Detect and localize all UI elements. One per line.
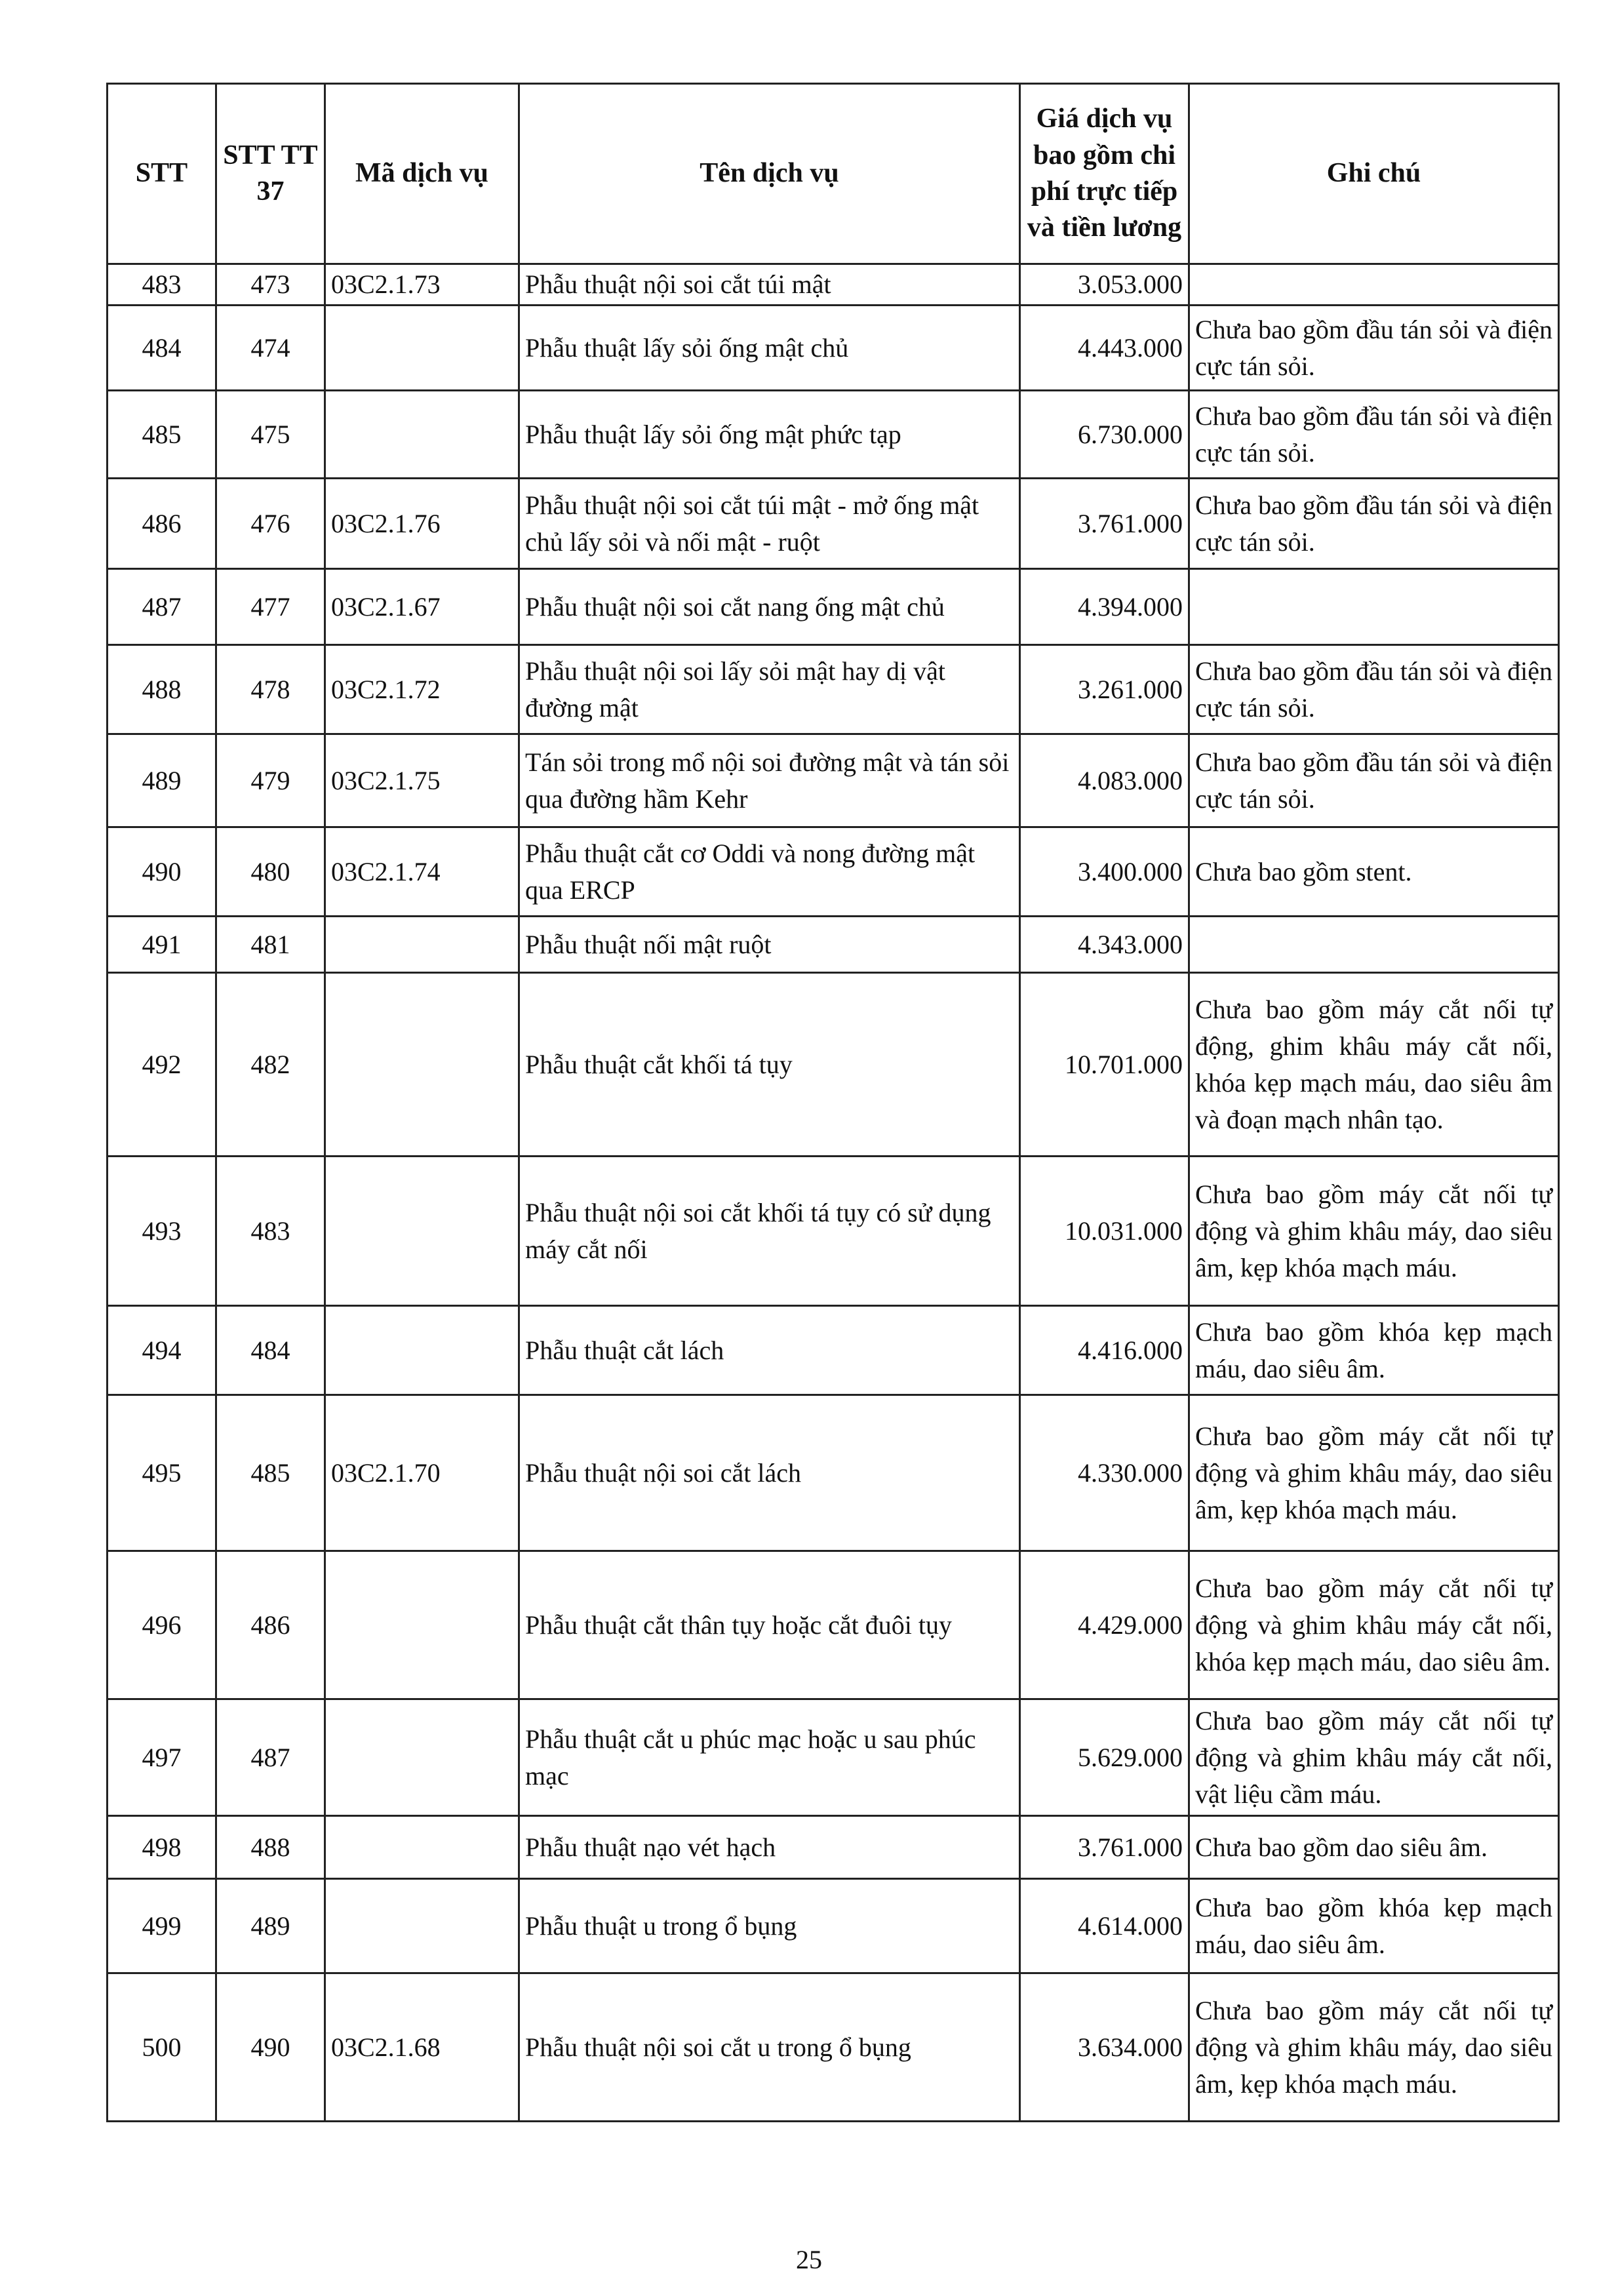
cell-code <box>325 1879 519 1973</box>
cell-note: Chưa bao gồm máy cắt nối tự động và ghim khâu máy cắt nối, khóa kẹp mạch máu, dao siêu âm. <box>1189 1551 1559 1699</box>
cell-stt: 498 <box>108 1816 216 1879</box>
cell-stt: 493 <box>108 1157 216 1306</box>
cell-price: 3.761.000 <box>1020 479 1189 569</box>
cell-code <box>325 1551 519 1699</box>
cell-stt37: 487 <box>216 1699 325 1816</box>
cell-name: Phẫu thuật cắt cơ Oddi và nong đường mật qua ERCP <box>519 827 1020 917</box>
header-stt: STT <box>108 84 216 264</box>
cell-price: 3.053.000 <box>1020 264 1189 306</box>
table-row <box>108 917 1559 973</box>
cell-code <box>325 306 519 391</box>
cell-price: 4.416.000 <box>1020 1306 1189 1395</box>
header-service-name: Tên dịch vụ <box>519 84 1020 264</box>
cell-stt: 489 <box>108 734 216 827</box>
cell-code <box>325 917 519 973</box>
cell-stt37: 477 <box>216 569 325 645</box>
cell-price: 6.730.000 <box>1020 391 1189 479</box>
table-row <box>108 1816 1559 1879</box>
cell-stt: 490 <box>108 827 216 917</box>
cell-note: Chưa bao gồm máy cắt nối tự động, ghim khâu máy cắt nối, khóa kẹp mạch máu, dao siêu âm và đoạn mạch nhân tạo. <box>1189 973 1559 1157</box>
header-service-code: Mã dịch vụ <box>325 84 519 264</box>
cell-name: Phẫu thuật cắt thân tụy hoặc cắt đuôi tụy <box>519 1551 1020 1699</box>
cell-price: 4.394.000 <box>1020 569 1189 645</box>
cell-stt37: 490 <box>216 1973 325 2122</box>
cell-note: Chưa bao gồm máy cắt nối tự động và ghim khâu máy, dao siêu âm, kẹp khóa mạch máu. <box>1189 1973 1559 2122</box>
table-row <box>108 1306 1559 1395</box>
table-header-row <box>108 84 1559 264</box>
table-row <box>108 569 1559 645</box>
table-row <box>108 1157 1559 1306</box>
cell-price: 4.429.000 <box>1020 1551 1189 1699</box>
cell-name: Phẫu thuật cắt lách <box>519 1306 1020 1395</box>
cell-name: Phẫu thuật nội soi cắt lách <box>519 1395 1020 1551</box>
cell-code: 03C2.1.72 <box>325 645 519 734</box>
cell-code: 03C2.1.74 <box>325 827 519 917</box>
cell-stt: 486 <box>108 479 216 569</box>
cell-name: Phẫu thuật nội soi cắt u trong ổ bụng <box>519 1973 1020 2122</box>
cell-stt37: 483 <box>216 1157 325 1306</box>
cell-name: Phẫu thuật nội soi cắt nang ống mật chủ <box>519 569 1020 645</box>
cell-stt: 487 <box>108 569 216 645</box>
cell-stt37: 476 <box>216 479 325 569</box>
cell-name: Phẫu thuật nội soi cắt túi mật <box>519 264 1020 306</box>
cell-stt37: 488 <box>216 1816 325 1879</box>
price-table <box>106 83 1560 2122</box>
table-row <box>108 973 1559 1157</box>
cell-code <box>325 1699 519 1816</box>
table-row <box>108 645 1559 734</box>
header-notes: Ghi chú <box>1189 84 1559 264</box>
cell-note <box>1189 569 1559 645</box>
cell-code <box>325 391 519 479</box>
cell-name: Phẫu thuật nội soi lấy sỏi mật hay dị vật đường mật <box>519 645 1020 734</box>
cell-name: Phẫu thuật nội soi cắt túi mật - mở ống mật chủ lấy sỏi và nối mật - ruột <box>519 479 1020 569</box>
table-row <box>108 1395 1559 1551</box>
page-number: 25 <box>796 2245 822 2274</box>
header-stt-tt37: STT TT 37 <box>216 84 325 264</box>
cell-stt37: 484 <box>216 1306 325 1395</box>
table-row <box>108 734 1559 827</box>
cell-stt37: 486 <box>216 1551 325 1699</box>
cell-note: Chưa bao gồm đầu tán sỏi và điện cực tán sỏi. <box>1189 306 1559 391</box>
cell-note: Chưa bao gồm đầu tán sỏi và điện cực tán sỏi. <box>1189 391 1559 479</box>
table-row <box>108 306 1559 391</box>
cell-price: 4.443.000 <box>1020 306 1189 391</box>
cell-code <box>325 973 519 1157</box>
cell-code <box>325 1816 519 1879</box>
cell-note: Chưa bao gồm máy cắt nối tự động và ghim khâu máy cắt nối, vật liệu cầm máu. <box>1189 1699 1559 1816</box>
cell-note: Chưa bao gồm đầu tán sỏi và điện cực tán sỏi. <box>1189 479 1559 569</box>
table-row <box>108 391 1559 479</box>
cell-code: 03C2.1.70 <box>325 1395 519 1551</box>
cell-note: Chưa bao gồm khóa kẹp mạch máu, dao siêu âm. <box>1189 1879 1559 1973</box>
cell-price: 3.634.000 <box>1020 1973 1189 2122</box>
cell-stt37: 480 <box>216 827 325 917</box>
cell-stt37: 485 <box>216 1395 325 1551</box>
cell-note: Chưa bao gồm máy cắt nối tự động và ghim khâu máy, dao siêu âm, kẹp khóa mạch máu. <box>1189 1395 1559 1551</box>
cell-stt: 492 <box>108 973 216 1157</box>
cell-note <box>1189 917 1559 973</box>
cell-stt: 484 <box>108 306 216 391</box>
cell-code <box>325 1157 519 1306</box>
cell-stt: 494 <box>108 1306 216 1395</box>
cell-code: 03C2.1.76 <box>325 479 519 569</box>
table-row <box>108 827 1559 917</box>
cell-name: Phẫu thuật nối mật ruột <box>519 917 1020 973</box>
cell-name: Phẫu thuật lấy sỏi ống mật chủ <box>519 306 1020 391</box>
cell-stt: 491 <box>108 917 216 973</box>
cell-name: Phẫu thuật cắt khối tá tụy <box>519 973 1020 1157</box>
cell-note: Chưa bao gồm dao siêu âm. <box>1189 1816 1559 1879</box>
cell-price: 3.261.000 <box>1020 645 1189 734</box>
cell-name: Phẫu thuật lấy sỏi ống mật phức tạp <box>519 391 1020 479</box>
cell-name: Phẫu thuật nội soi cắt khối tá tụy có sử dụng máy cắt nối <box>519 1157 1020 1306</box>
cell-code: 03C2.1.67 <box>325 569 519 645</box>
table-row <box>108 1973 1559 2122</box>
cell-name: Phẫu thuật nạo vét hạch <box>519 1816 1020 1879</box>
cell-stt37: 482 <box>216 973 325 1157</box>
cell-note: Chưa bao gồm stent. <box>1189 827 1559 917</box>
cell-code <box>325 1306 519 1395</box>
cell-stt: 483 <box>108 264 216 306</box>
cell-name: Phẫu thuật u trong ổ bụng <box>519 1879 1020 1973</box>
cell-stt37: 473 <box>216 264 325 306</box>
table-row <box>108 1699 1559 1816</box>
cell-price: 4.330.000 <box>1020 1395 1189 1551</box>
header-price: Giá dịch vụ bao gồm chi phí trực tiếp và tiền lương <box>1020 84 1189 264</box>
cell-stt37: 479 <box>216 734 325 827</box>
cell-note <box>1189 264 1559 306</box>
cell-price: 3.761.000 <box>1020 1816 1189 1879</box>
table-row <box>108 1551 1559 1699</box>
cell-stt: 495 <box>108 1395 216 1551</box>
cell-stt37: 475 <box>216 391 325 479</box>
cell-stt37: 478 <box>216 645 325 734</box>
cell-note: Chưa bao gồm đầu tán sỏi và điện cực tán sỏi. <box>1189 734 1559 827</box>
cell-name: Phẫu thuật cắt u phúc mạc hoặc u sau phúc mạc <box>519 1699 1020 1816</box>
cell-stt: 485 <box>108 391 216 479</box>
cell-stt37: 481 <box>216 917 325 973</box>
table-row <box>108 1879 1559 1973</box>
cell-stt: 488 <box>108 645 216 734</box>
cell-stt: 499 <box>108 1879 216 1973</box>
cell-note: Chưa bao gồm đầu tán sỏi và điện cực tán sỏi. <box>1189 645 1559 734</box>
cell-stt: 500 <box>108 1973 216 2122</box>
cell-code: 03C2.1.75 <box>325 734 519 827</box>
cell-stt: 497 <box>108 1699 216 1816</box>
cell-price: 4.083.000 <box>1020 734 1189 827</box>
cell-price: 4.614.000 <box>1020 1879 1189 1973</box>
table-row <box>108 264 1559 306</box>
cell-price: 4.343.000 <box>1020 917 1189 973</box>
cell-price: 5.629.000 <box>1020 1699 1189 1816</box>
cell-code: 03C2.1.68 <box>325 1973 519 2122</box>
cell-price: 10.701.000 <box>1020 973 1189 1157</box>
cell-price: 3.400.000 <box>1020 827 1189 917</box>
cell-stt37: 474 <box>216 306 325 391</box>
cell-note: Chưa bao gồm khóa kẹp mạch máu, dao siêu âm. <box>1189 1306 1559 1395</box>
cell-price: 10.031.000 <box>1020 1157 1189 1306</box>
cell-stt: 496 <box>108 1551 216 1699</box>
cell-code: 03C2.1.73 <box>325 264 519 306</box>
cell-note: Chưa bao gồm máy cắt nối tự động và ghim khâu máy, dao siêu âm, kẹp khóa mạch máu. <box>1189 1157 1559 1306</box>
cell-name: Tán sỏi trong mổ nội soi đường mật và tán sỏi qua đường hầm Kehr <box>519 734 1020 827</box>
cell-stt37: 489 <box>216 1879 325 1973</box>
table-row <box>108 479 1559 569</box>
